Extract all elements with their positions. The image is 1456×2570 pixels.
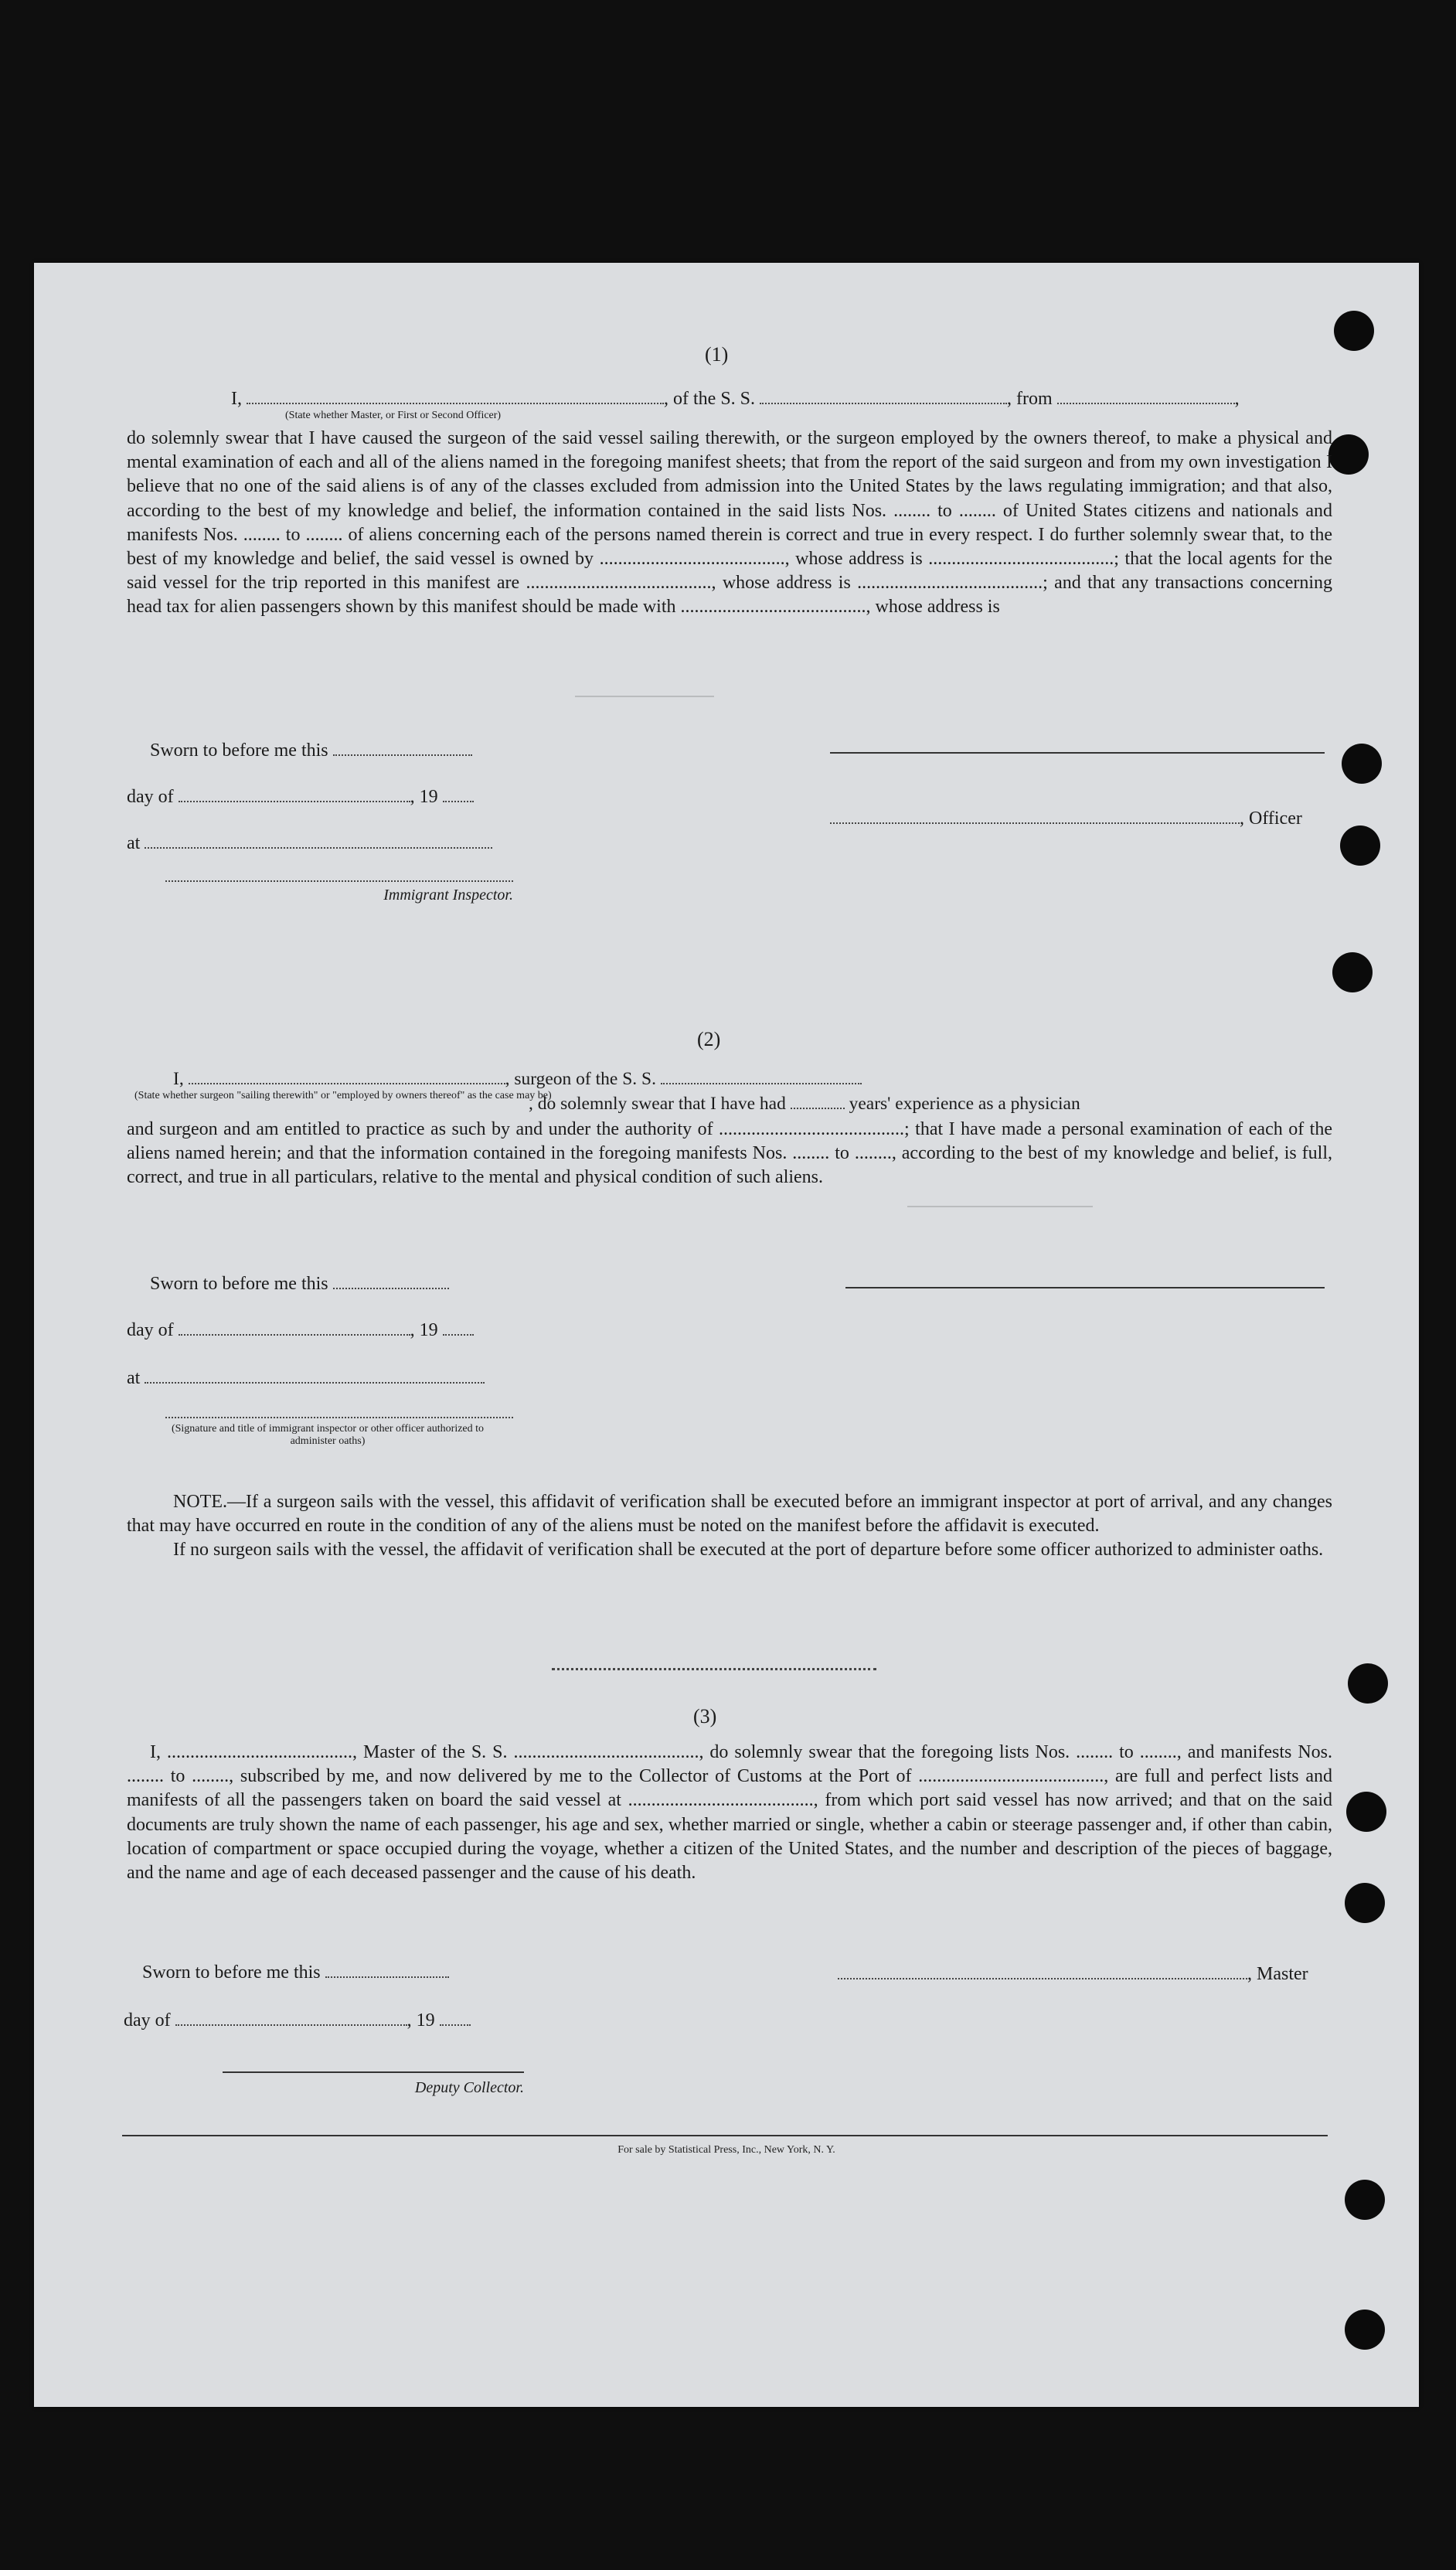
section-1-body: do solemnly swear that I have caused the surgeon of the said vessel sailing therewith, or the surgeon employed by the owners thereof, to make a physical and mental examination of each and all of the aliens named in the foregoing manifest sheets; that from the report of the said surgeon and from my own investigation I believe that no one of the said aliens is of any of the classes excluded from admission into the United States by the laws regulating immigration; and that also, according to the best of my knowledge and belief, the information contained in the said lists Nos. ........ to ........ of United States citizens and nationals and manifests Nos. ........ to ........ of aliens concerning each of the persons named therein is correct and true in every respect. I do further solemnly swear that, to the best of my knowledge and belief, the said vessel is owned by ........................................, whose address is ........................................; that the local agents for the said vessel for the trip reported in this manifest are ........................................, whose address is ........................................; and that any transactions concerning head tax for alien passengers shown by this manifest should be made with ........................................, whose address is [127, 428, 1332, 618]
section-2-body: and surgeon and am entitled to practice as such by and under the authority of ........................................; that I have made a personal examination of each of the aliens named herein; and that the information contained in the foregoing manifests Nos. ........ to ........, according to the best of my knowledge and belief, is full, correct, and true in all particulars, relative to the mental and physical condition of such aliens. [127, 1119, 1332, 1188]
dotted-separator [552, 1668, 876, 1670]
day-of-field[interactable] [179, 1320, 410, 1336]
collector-label: Deputy Collector. [414, 2079, 524, 2096]
bleed-through-mark [907, 1206, 1093, 1224]
punch-hole [1340, 825, 1380, 866]
day-of-field[interactable] [175, 2010, 407, 2026]
footer-rule [122, 2135, 1328, 2136]
punch-hole [1328, 434, 1369, 475]
note-2: If no surgeon sails with the vessel, the affidavit of verification shall be executed at the port of departure before some officer authorized to administer oaths. [173, 1540, 1324, 1561]
bleed-through-mark [575, 696, 714, 714]
footer-imprint: For sale by Statistical Press, Inc., New York, N. Y. [617, 2144, 835, 2156]
sworn-day-field[interactable] [333, 740, 472, 756]
day-of-line: day of , 19 [127, 785, 474, 809]
at-place-field[interactable] [145, 833, 492, 849]
vessel-name-field[interactable] [760, 389, 1007, 404]
surgeon-vessel-field[interactable] [661, 1069, 862, 1084]
section-3-body: I, ........................................, Master of the S. S. ........................................, do solemnly swear that the foregoing lists Nos. ........ to ........, and manifests Nos. ........ to ........, subscribed by me, and now delivered by me to the Collector of Customs at the Port of ........................................, are full and perfect lists and manifests of all the passengers taken on board the said vessel at ........................................, from which port said vessel has now arrived; and that on the said documents are truly shown the name of each passenger, his age and sex, whether married or single, whether a cabin or steerage passenger and, if other than cabin, location of compartment or space occupied during the voyage, whether a citizen of the United States, and the number and description of the pieces of baggage, and the name and age of each deceased passenger and the cause of his death. [127, 1742, 1332, 1884]
note-1: NOTE.—If a surgeon sails with the vessel, this affidavit of verification shall be executed before an immigrant inspector at port of arrival, and any changes that may have occurred en route in the condition of any of the aliens must be noted on the manifest before the affidavit is executed. [127, 1492, 1332, 1537]
section-number: (1) [705, 343, 729, 366]
punch-hole [1345, 2310, 1385, 2350]
sworn-day-field[interactable] [333, 1274, 449, 1289]
officer-line: , Officer [830, 806, 1302, 831]
punch-hole [1346, 1792, 1386, 1832]
surgeon-note: (State whether surgeon "sailing therewith" or "employed by owners thereof" as the case may be) [134, 1090, 552, 1101]
punch-hole [1334, 311, 1374, 351]
section-1 [127, 386, 1332, 620]
collector-signature-line[interactable] [223, 2071, 524, 2073]
sworn-line: Sworn to before me this [150, 738, 472, 763]
surgeon-signature-line[interactable] [845, 1287, 1325, 1288]
punch-hole [1345, 1883, 1385, 1923]
year-field[interactable] [440, 2010, 471, 2026]
surgeon-line-2: , do solemnly swear that I have had years' experience as a physician [529, 1094, 1080, 1114]
punch-hole [1332, 952, 1373, 992]
inspector-label: Immigrant Inspector. [383, 887, 513, 904]
day-of-field[interactable] [179, 787, 410, 802]
punch-hole [1342, 744, 1382, 784]
at-place-field[interactable] [145, 1368, 485, 1384]
notes [127, 1490, 1332, 1563]
year-field[interactable] [443, 787, 474, 802]
at-line: at [127, 1366, 485, 1391]
inspector-signature-line[interactable] [165, 1417, 513, 1418]
sworn-line: Sworn to before me this [142, 1960, 449, 1985]
section-number: (2) [697, 1028, 721, 1050]
master-name-field[interactable] [247, 389, 664, 404]
day-of-line: day of , 19 [124, 2008, 471, 2033]
day-of-line: day of , 19 [127, 1318, 474, 1343]
sworn-day-field[interactable] [325, 1962, 449, 1978]
inspector-signature-line[interactable] [165, 880, 513, 882]
officer-signature-field[interactable] [830, 808, 1240, 824]
year-field[interactable] [443, 1320, 474, 1336]
officer-upper-line[interactable] [830, 752, 1325, 754]
master-signature-field[interactable] [838, 1964, 1247, 1979]
sworn-line: Sworn to before me this [150, 1271, 449, 1296]
section-number: (3) [693, 1705, 717, 1728]
years-experience-field[interactable] [791, 1094, 845, 1109]
surgeon-name-field[interactable] [189, 1069, 505, 1084]
master-note: (State whether Master, or First or Second Officer) [285, 410, 502, 421]
departure-port-field[interactable] [1057, 389, 1235, 404]
section-2 [127, 1067, 1332, 1190]
signature-note: (Signature and title of immigrant inspector or other officer authorized to administer oaths) [171, 1423, 485, 1447]
oath-line-1: I, , of the S. S. , from , [231, 389, 1240, 409]
at-line: at [127, 831, 492, 856]
section-3 [127, 1741, 1332, 1885]
surgeon-line-1: I, , surgeon of the S. S. [127, 1067, 1332, 1091]
punch-hole [1345, 2180, 1385, 2220]
master-line: , Master [838, 1962, 1308, 1986]
form-page [34, 263, 1419, 2407]
punch-hole [1348, 1663, 1388, 1704]
